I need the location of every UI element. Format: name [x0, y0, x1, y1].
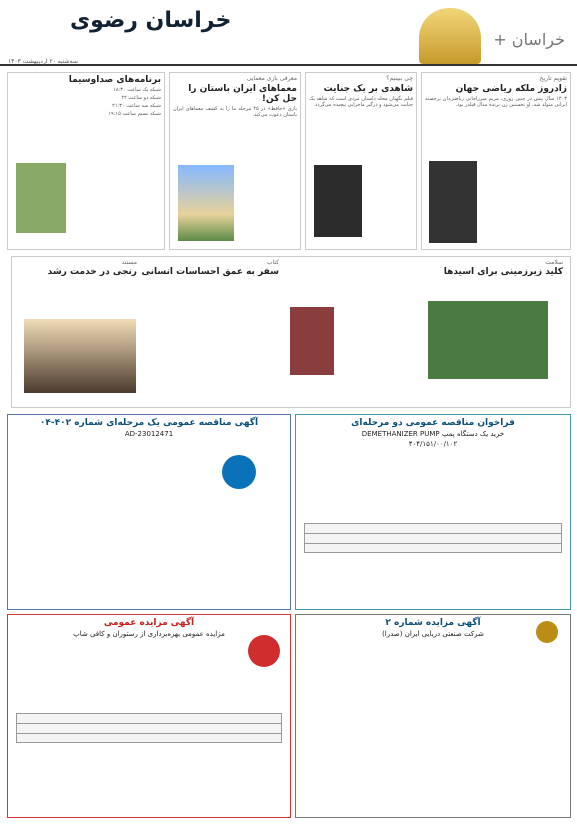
plant-photo — [428, 301, 548, 379]
feature-kicker: معرفی بازی معمایی — [246, 75, 297, 82]
masthead — [0, 0, 577, 66]
feature-text: بازی «حافظ» در ۴۵ مرحله ما را به کشف معماهای ایران باستان دعوت می‌کند. — [173, 106, 297, 118]
sadra-ad — [295, 614, 571, 818]
article-kicker: سلامت — [545, 259, 563, 266]
section-title: خراسان + — [493, 30, 565, 49]
ad-code: AD-23012471 — [124, 430, 174, 438]
game-illustration — [178, 165, 234, 241]
schedule-item: شبکه نسیم ساعت ۱۹:۱۵ — [108, 111, 161, 117]
company-logo-icon — [222, 455, 256, 489]
architecture-feature — [169, 72, 301, 250]
schedule-item: شبکه دو ساعت ۲۲ — [121, 95, 161, 101]
feature-title: زادروز ملکه ریاضی جهان — [455, 84, 567, 94]
ad-code: ۴۰۴/۱۵۱/۰۰/۱۰۲ — [408, 440, 458, 448]
article-kicker: مستند — [121, 259, 137, 266]
schedule-item: شبکه یک ساعت ۱۸:۳۰ — [113, 87, 161, 93]
auction-ad — [7, 614, 291, 818]
article-row — [11, 256, 571, 408]
schedule-item: شبکه سه ساعت ۲۱:۳۰ — [112, 103, 161, 109]
tv-image — [16, 163, 66, 233]
portrait-photo — [429, 161, 477, 243]
feature-text: ۱۴۰۳ سال پیش در چنین روزی، مریم میرزاخانی ریاضی‌دان برجسته ایرانی متولد شد. او نخستین زن برنده مدال فیلدز بود. — [425, 96, 567, 108]
ad-title: آگهی مناقصه عمومی یک مرحله‌ای شماره ۴۰۲-۰۴ — [39, 418, 259, 428]
article-title: سفر به عمق احساسات انسانی — [141, 267, 279, 277]
math-queen-feature — [421, 72, 571, 250]
book-cover — [290, 307, 334, 375]
ad-subtitle: شرکت صنعتی دریایی ایران (صدرا) — [382, 630, 484, 638]
sadra-logo-icon — [536, 621, 558, 643]
issue-date: سه‌شنبه ۲۰ اردیبهشت ۱۴۰۳ — [8, 58, 78, 65]
ad-title: آگهی مزایده عمومی — [103, 618, 195, 628]
feature-kicker: تقویم تاریخ — [539, 75, 567, 82]
ad-subtitle: خرید یک دستگاه پمپ DEMETHANIZER PUMP — [361, 430, 505, 438]
ad-title: آگهی مزایده شماره ۲ — [385, 618, 481, 628]
ad-title: فراخوان مناقصه عمومی دو مرحله‌ای — [351, 418, 515, 428]
pump-ad — [295, 414, 571, 610]
feature-kicker: چی ببینیم؟ — [386, 75, 413, 82]
feature-title: معماهای ایران باستان را حل کن! — [188, 84, 297, 104]
tender-table — [304, 523, 562, 553]
auction-table — [16, 713, 282, 743]
ad-subtitle: مزایده عمومی بهره‌برداری از رستوران و کافی شاپ — [73, 630, 225, 638]
neighborhood-feature — [305, 72, 417, 250]
article-title: رنجی در خدمت رشد — [47, 267, 137, 277]
feature-title: شاهدی بر یک جنایت — [323, 84, 413, 94]
feature-text: فیلم نگهبان محله داستان مردی است که شاهد یک جنایت می‌شود و درگیر ماجرایی پیچیده می‌گردد. — [309, 96, 413, 108]
newspaper-logo: خراسان رضوی — [70, 8, 232, 33]
schedule-title: برنامه‌های صداوسیما — [68, 75, 161, 85]
article-title: کلید زیرزمینی برای اسیدها — [443, 267, 563, 277]
painting-photo — [24, 319, 136, 393]
movie-poster — [314, 165, 362, 237]
shrine-illustration — [419, 8, 481, 64]
energy-ad — [7, 414, 291, 610]
tv-schedule — [7, 72, 165, 250]
university-logo-icon — [248, 635, 280, 667]
article-kicker: کتاب — [266, 259, 279, 266]
